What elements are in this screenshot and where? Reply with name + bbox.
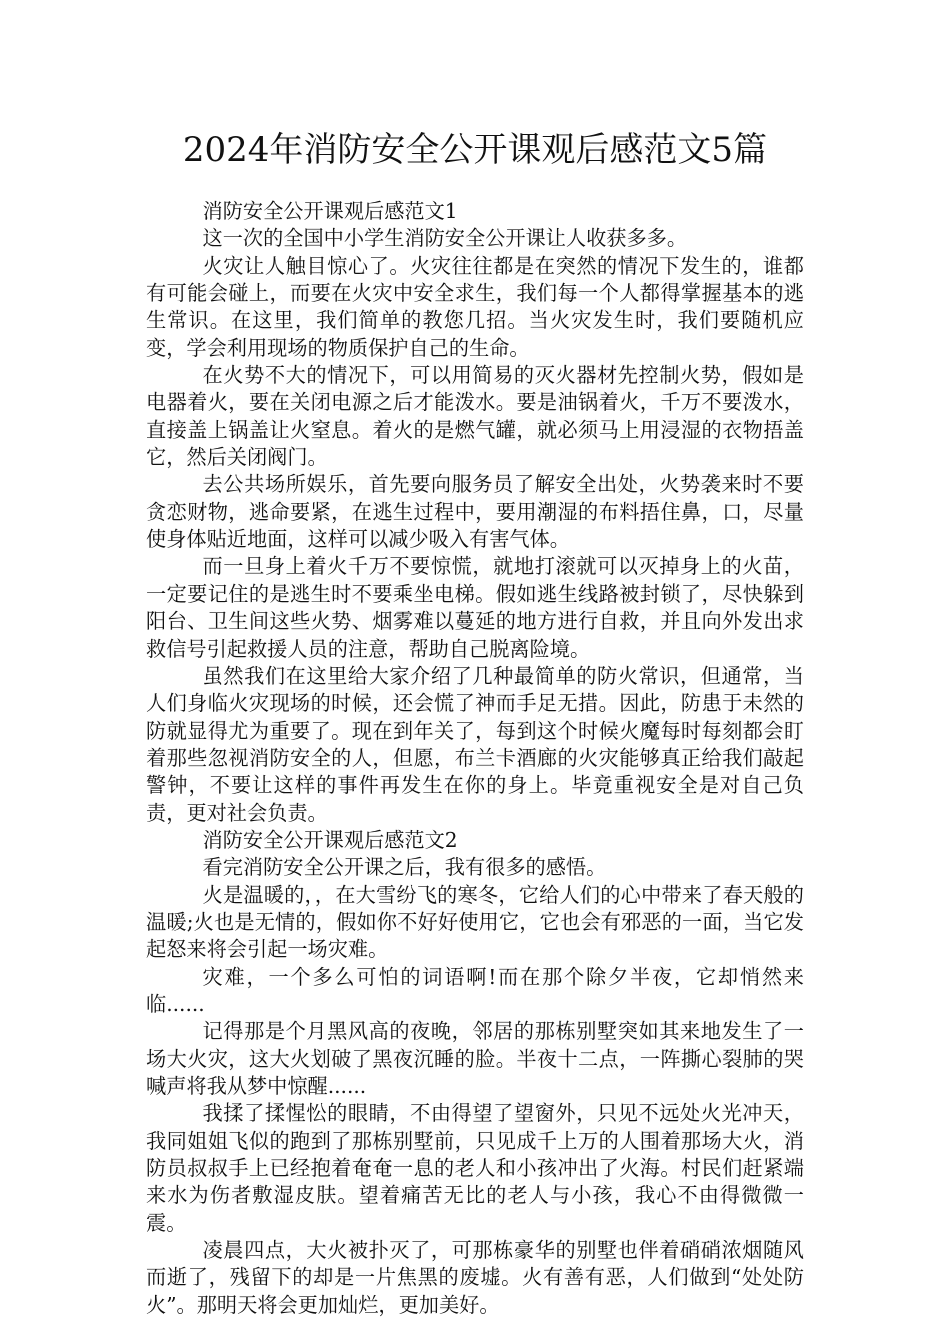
- paragraph: 火是温暖的，，在大雪纷飞的寒冬，它给人们的心中带来了春天般的温暖;火也是无情的，假如你不好好使用它，它也会有邪恶的一面，当它发起怒来将会引起一场灾难。: [146, 882, 804, 962]
- paragraph: 记得那是个月黑风高的夜晚，邻居的那栋别墅突如其来地发生了一场大火灾，这大火划破了黑夜沉睡的脸。半夜十二点，一阵撕心裂肺的哭喊声将我从梦中惊醒......: [146, 1019, 804, 1098]
- paragraph: 凌晨四点，大火被扑灭了，可那栋豪华的别墅也伴着硝硝浓烟随风而逝了，残留下的却是一片焦黑的废墟。火有善有恶，人们做到“处处防火”。那明天将会更加灿烂，更加美好。: [146, 1238, 804, 1317]
- document-body: [146, 198, 804, 1319]
- section-heading-1: 消防安全公开课观后感范文1: [202, 199, 458, 223]
- paragraph: 这一次的全国中小学生消防安全公开课让人收获多多。: [202, 226, 688, 251]
- paragraph: 去公共场所娱乐，首先要向服务员了解安全出处，火势袭来时不要贪恋财物，逃命要紧，在逃生过程中，要用潮湿的布料捂住鼻，口，尽量使身体贴近地面，这样可以减少吸入有害气体。: [146, 472, 804, 552]
- paragraph: 我揉了揉惺忪的眼睛，不由得望了望窗外，只见不远处火光冲天，我同姐姐飞似的跑到了那栋别墅前，只见成千上万的人围着那场大火，消防员叔叔手上已经抱着奄奄一息的老人和小孩冲出了火海。村民们赶紧端来水为伤者敷湿皮肤。望着痛苦无比的老人与小孩，我心不由得微微一震。: [146, 1101, 804, 1235]
- paragraph: 虽然我们在这里给大家介绍了几种最简单的防火常识，但通常，当人们身临火灾现场的时候，还会慌了神而手足无措。因此，防患于未然的防就显得尤为重要了。现在到年关了，每到这个时候火魔每时每刻都会盯着那些忽视消防安全的人，但愿，布兰卡酒廊的火灾能够真正给我们敲起警钟，不要让这样的事件再发生在你的身上。毕竟重视安全是对自己负责，更对社会负责。: [146, 663, 804, 825]
- paragraph: 灾难，一个多么可怕的词语啊!而在那个除夕半夜，它却悄然来临......: [146, 964, 804, 1016]
- paragraph: 在火势不大的情况下，可以用简易的灭火器材先控制火势，假如是电器着火，要在关闭电源之后才能泼水。要是油锅着火，千万不要泼水，直接盖上锅盖让火窒息。着火的是燃气罐，就必须马上用浸湿的衣物捂盖它，然后关闭阀门。: [146, 363, 804, 470]
- document-title: 2024年消防安全公开课观后感范文5篇: [182, 130, 768, 170]
- paragraph: 火灾让人触目惊心了。火灾往往都是在突然的情况下发生的，谁都有可能会碰上，而要在火灾中安全求生，我们每一个人都得掌握基本的逃生常识。在这里，我们简单的教您几招。当火灾发生时，我们要随机应变，学会利用现场的物质保护自己的生命。: [146, 253, 804, 360]
- section-heading-2: 消防安全公开课观后感范文2: [202, 827, 458, 852]
- paragraph: 而一旦身上着火千万不要惊慌，就地打滚就可以灭掉身上的火苗，一定要记住的是逃生时不要乘坐电梯。假如逃生线路被封锁了，尽快躲到阳台、卫生间这些火势、烟雾难以蔓延的地方进行自救，并且向外发出求救信号引起救援人员的注意，帮助自己脱离险境。: [146, 554, 804, 661]
- paragraph: 看完消防安全公开课之后，我有很多的感悟。: [202, 855, 607, 880]
